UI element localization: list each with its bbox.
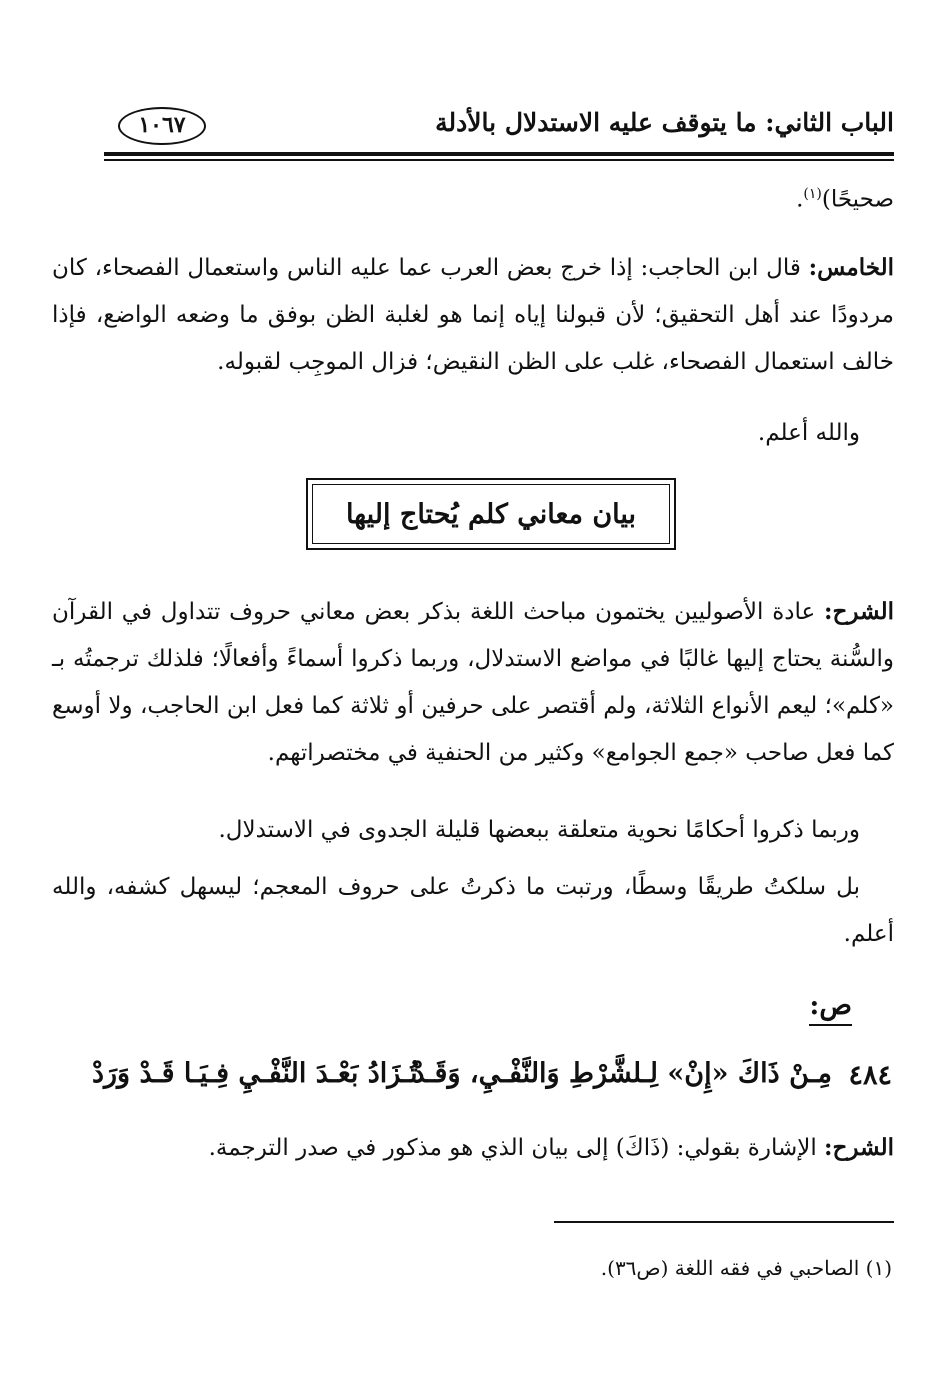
- page-number: ١٠٦٧: [118, 107, 206, 145]
- verse-hemistich-1: مِـنْ ذَاكَ «إِنْ» لِـلشَّرْطِ وَالنَّفْـيِ، وَقَـدْ: [412, 1058, 832, 1089]
- footnote-reference: (١): [803, 186, 822, 202]
- carry-over-end: .: [796, 186, 804, 213]
- section-title-box: [306, 478, 676, 550]
- sharh-label: الشرح:: [824, 598, 894, 625]
- header-rule-thick: [104, 152, 894, 156]
- section-title: بيان معاني كلم يُحتاج إليها: [312, 484, 670, 544]
- paragraph-sharh-1: [52, 588, 894, 777]
- carry-over-text: صحيحًا): [821, 186, 894, 213]
- allah-aalam: والله أعلم.: [757, 420, 860, 446]
- fifth-label: الخامس:: [808, 254, 894, 281]
- carry-over-line: [796, 186, 894, 213]
- paragraph-2: وربما ذكروا أحكامًا نحوية متعلقة ببعضها قليلة الجدوى في الاستدلال.: [218, 817, 860, 843]
- sharh-text: عادة الأصوليين يختمون مباحث اللغة بذكر بعض معاني حروف تتداول في القرآن والسُّنة يحتاج إليها غالبًا في مواضع الاستدلال، وربما ذكروا أسماءً وأفعالًا؛ فلذلك ترجمتُه بـ «كلم»؛ ليعم الأنواع الثلاثة، ولم أقتصر على حرفين أو ثلاثة كما فعل ابن الحاجب، ولا أوسع كما فعل صاحب «جمع الجوامع» وكثير من الحنفية في مختصراتهم.: [52, 599, 894, 766]
- fifth-text: قال ابن الحاجب: إذا خرج بعض العرب عما عليه الناس واستعمال الفصحاء، كان مردودًا عند أهل التحقيق؛ لأن قبولنا إياه إنما هو لغلبة الظن بوفق ما وضعه الواضع، فإذا خالف استعمال الفصحاء، غلب على الظن النقيض؛ فزال الموجِب لقبوله.: [52, 255, 894, 375]
- verse-number: ٤٨٤: [848, 1060, 892, 1091]
- sharh-text-2: الإشارة بقولي: (ذَاكَ) إلى بيان الذي هو مذكور في صدر الترجمة.: [208, 1135, 825, 1161]
- sharh-label-2: الشرح:: [824, 1134, 894, 1161]
- paragraph-3: بل سلكتُ طريقًا وسطًا، ورتبت ما ذكرتُ على حروف المعجم؛ ليسهل كشفه، والله أعلم.: [52, 874, 894, 947]
- chapter-title: الباب الثاني: ما يتوقف عليه الاستدلال بالأدلة: [435, 108, 894, 137]
- paragraph-sharh-2: [209, 1134, 894, 1161]
- matn-label: ص:: [809, 988, 852, 1026]
- verse-hemistich-2: تُـزَادُ بَعْـدَ النَّفْـيِ فِـيَـا قَـدْ وَرَدْ: [92, 1058, 418, 1089]
- header-rule-thin: [104, 159, 894, 161]
- footnote: (١) الصاحبي في فقه اللغة (ص٣٦).: [600, 1256, 892, 1280]
- paragraph-fifth: [52, 244, 894, 386]
- footnote-separator: [554, 1221, 894, 1223]
